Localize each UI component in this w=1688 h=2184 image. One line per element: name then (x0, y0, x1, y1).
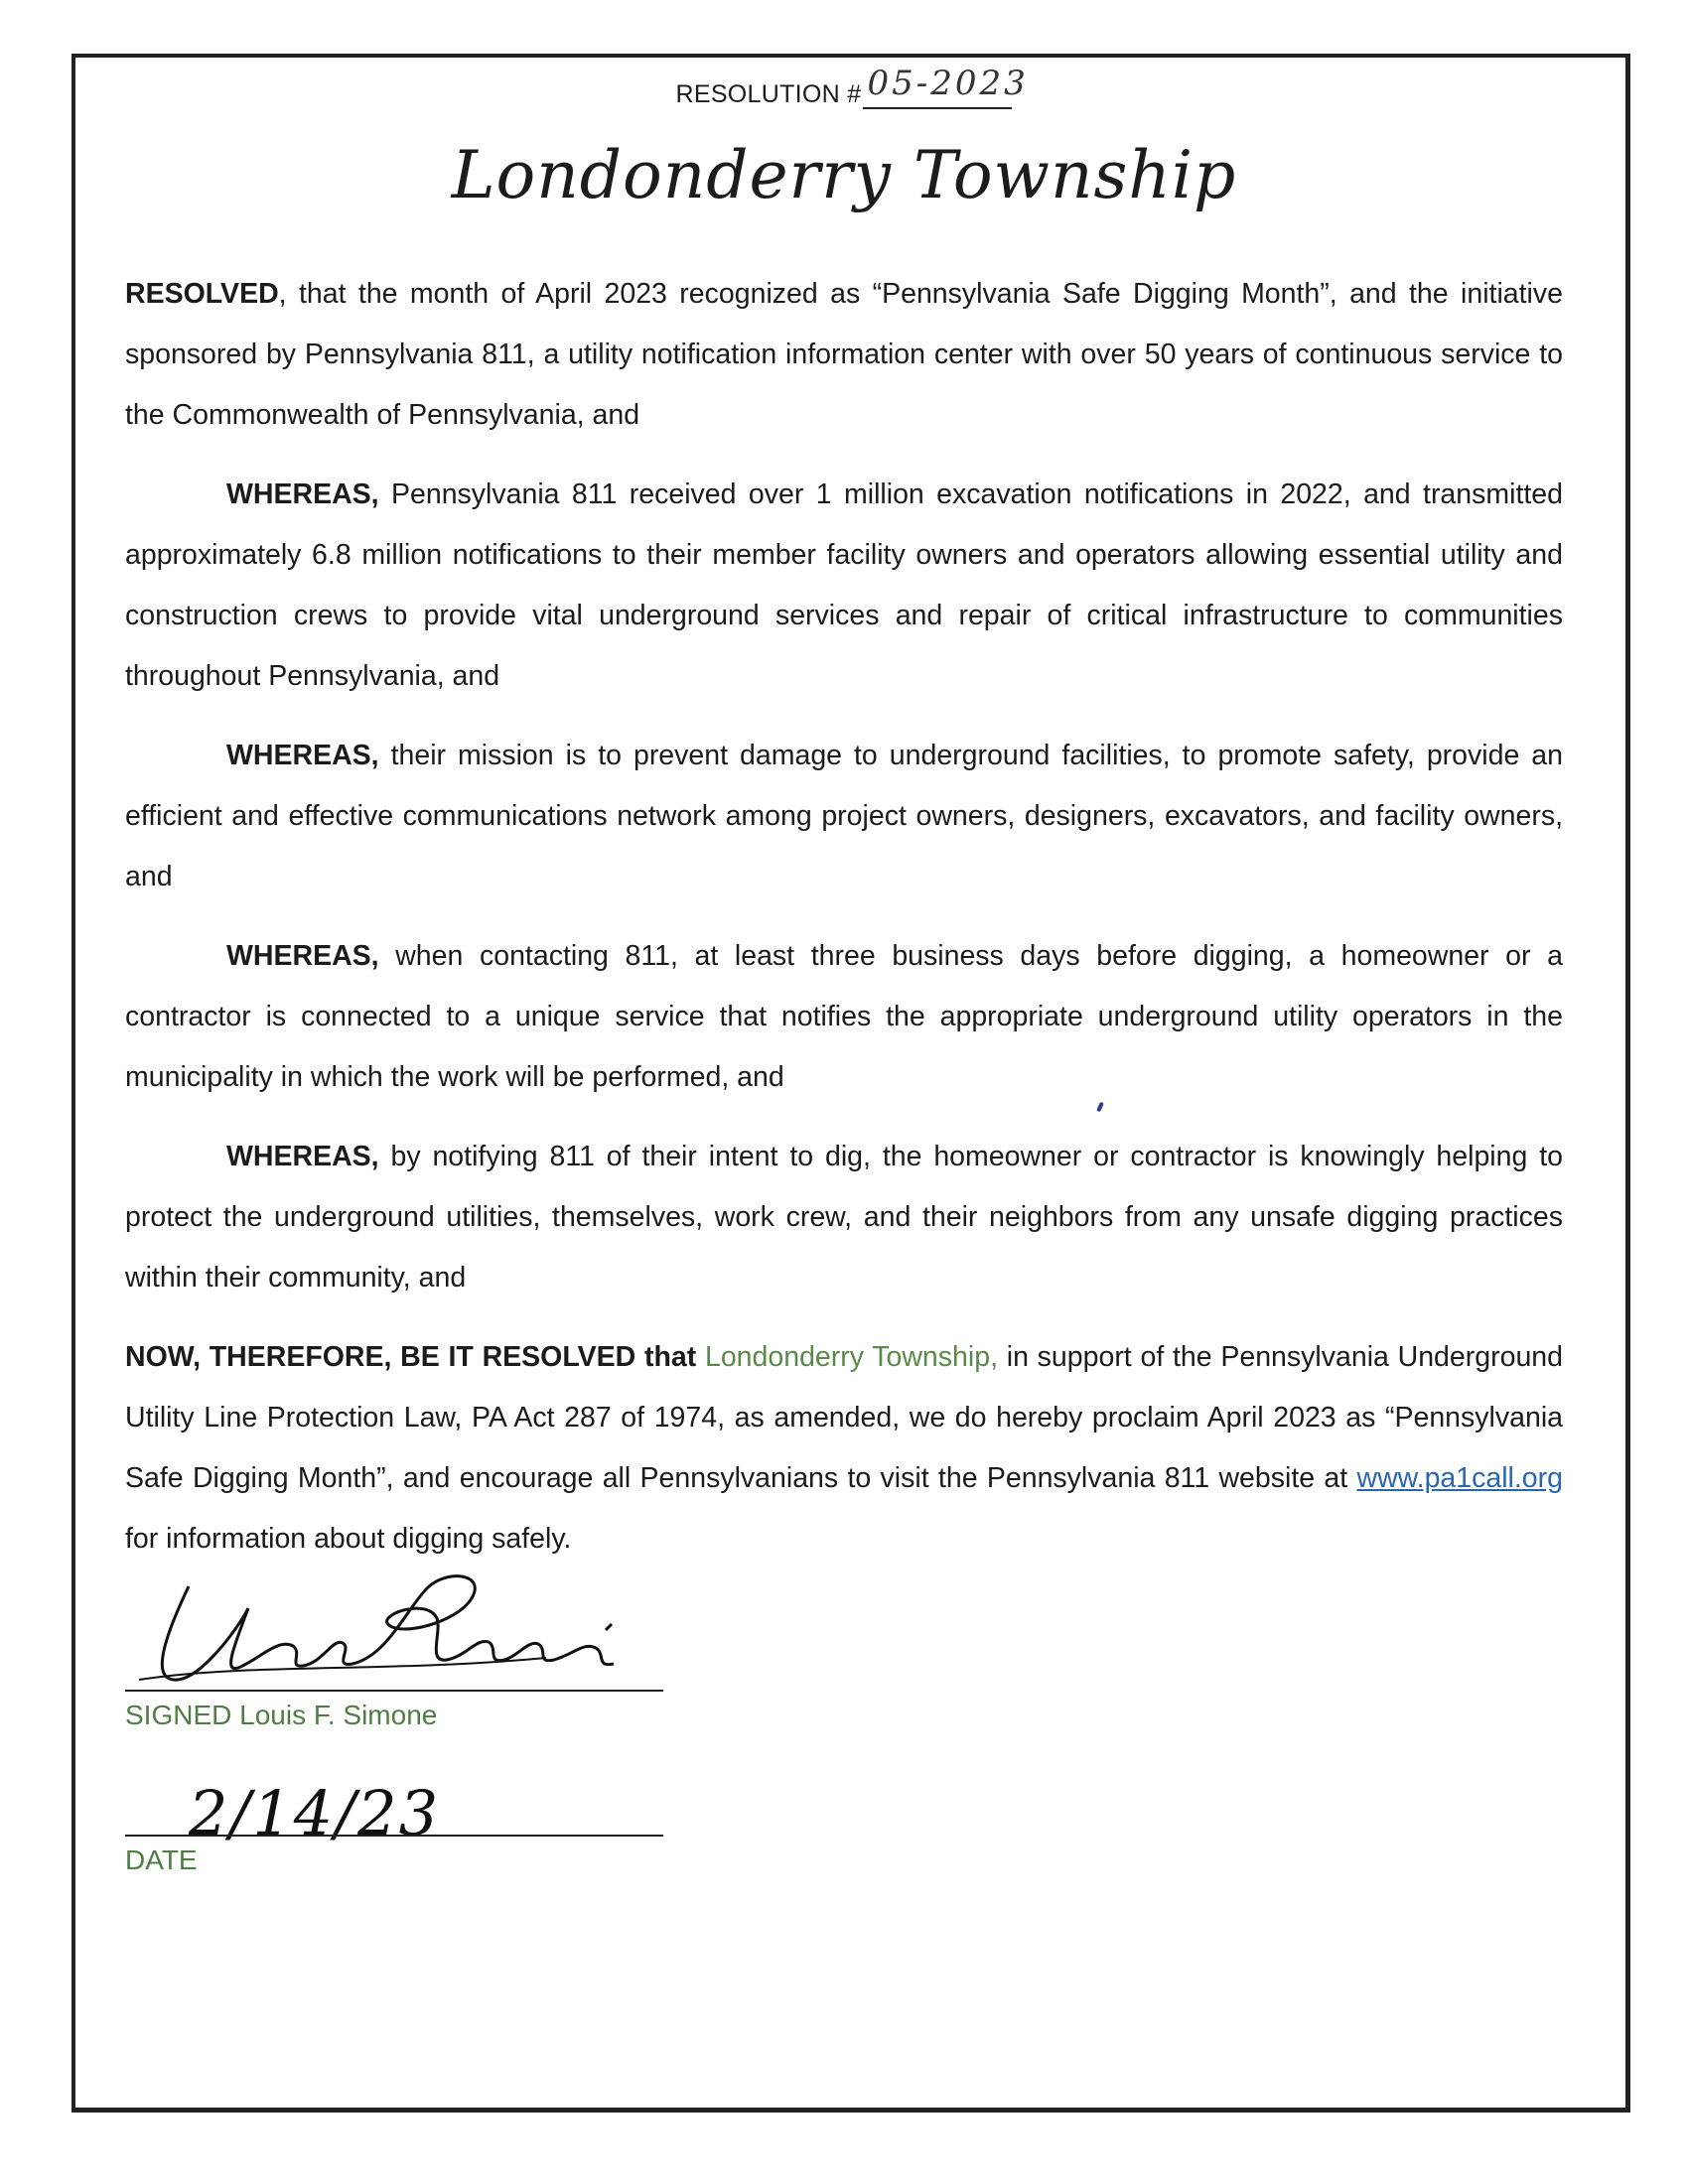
paragraph-text: in support of the Pennsylvania Underground Utility Line Protection Law, PA Act 287 of 1974, as amended, we do hereby proclaim April 2023 as “Pennsylvania Safe Digging Month”, and encourage all Pennsylvanians to visit the Pennsylvania 811 website at (125, 1341, 1563, 1494)
paragraph-text: their mission is to prevent damage to underground facilities, to promote safety, provide an efficient and effective communications network among project owners, designers, excavators, and facility owners, and (125, 740, 1563, 892)
resolution-number: 05-2023 (867, 64, 1029, 103)
resolution-header (0, 64, 1688, 109)
handwritten-signature (129, 1569, 665, 1698)
pa1call-link[interactable]: www.pa1call.org (1356, 1462, 1563, 1494)
paragraph-text: when contacting 811, at least three business days before digging, a homeowner or a contractor is connected to a unique service that notifies the appropriate underground utility operators in the municipality in which the work will be performed, and (125, 940, 1563, 1093)
paragraph-text-end: for information about digging safely. (125, 1523, 572, 1555)
paragraph-lead: WHEREAS, (226, 478, 379, 510)
paragraph-text: Pennsylvania 811 received over 1 million excavation notifications in 2022, and transmitted approximately 6.8 million notifications to their member facility owners and operators allowing essential utility and construction crews to provide vital underground services and repair of critical infrastructure to communities throughout Pennsylvania, and (125, 478, 1563, 692)
paragraph-lead: NOW, THEREFORE, BE IT RESOLVED that (125, 1341, 697, 1373)
signature-line (125, 1690, 663, 1692)
paragraph-lead: WHEREAS, (226, 1141, 379, 1172)
paragraph-whereas-3 (125, 926, 1563, 1108)
paragraph-text: by notifying 811 of their intent to dig, the homeowner or contractor is knowingly helping to protect the underground utilities, themselves, work crew, and their neighbors from any unsafe digging practices within their community, and (125, 1141, 1563, 1294)
paragraph-lead: WHEREAS, (226, 940, 379, 972)
resolution-body (125, 264, 1563, 1588)
signed-label: SIGNED Louis F. Simone (125, 1700, 438, 1730)
handwritten-date: 2/14/23 (189, 1777, 441, 1849)
township-mention: Londonderry Township, (704, 1341, 998, 1373)
paragraph-now-therefore (125, 1327, 1563, 1570)
paragraph-whereas-4 (125, 1127, 1563, 1308)
paragraph-whereas-1 (125, 465, 1563, 707)
paragraph-text: , that the month of April 2023 recognized as “Pennsylvania Safe Digging Month”, and the initiative sponsored by Pennsylvania 811, a utility notification information center with over 50 years of continuous service to the Commonwealth of Pennsylvania, and (125, 278, 1563, 431)
resolution-number-field (863, 64, 1029, 109)
resolution-label: RESOLUTION # (675, 80, 862, 108)
paragraph-resolved (125, 264, 1563, 446)
date-line (125, 1835, 663, 1837)
date-label: DATE (125, 1844, 198, 1875)
township-title: Londonderry Township (451, 137, 1237, 213)
paragraph-whereas-2 (125, 726, 1563, 907)
paragraph-lead: WHEREAS, (226, 740, 379, 771)
paragraph-lead: RESOLVED (125, 278, 279, 310)
